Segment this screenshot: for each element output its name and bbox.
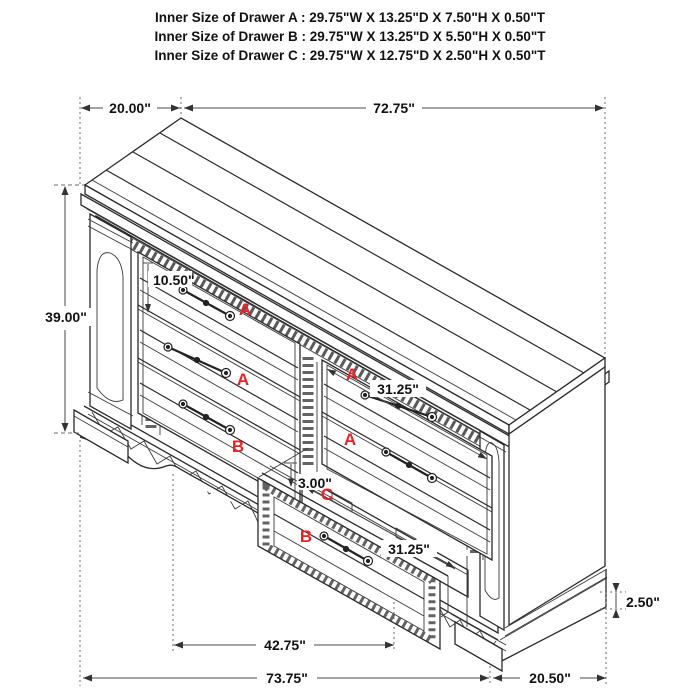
dim-overall-width: 73.75" [266, 670, 308, 686]
label-drawer-left-bottom: B [231, 437, 245, 456]
dim-base-depth: 20.50" [529, 670, 571, 686]
dim-overall-height: 39.00" [45, 309, 87, 325]
dim-slot-c-height: 3.00" [298, 475, 332, 491]
dim-top-width: 72.75" [373, 100, 415, 116]
label-drawer-left-top: A [238, 300, 252, 319]
dim-drawer-b-width: 31.25" [388, 541, 430, 557]
label-drawer-pulled-b: B [299, 527, 313, 546]
title-drawer-b: Inner Size of Drawer B : 29.75"W X 13.25"D X 5.50"H X 0.50"T [154, 29, 546, 44]
dim-drawer-a-opening: 10.50" [153, 272, 195, 288]
dim-drawer-extension: 42.75" [264, 637, 306, 653]
dim-base-height: 2.50" [626, 594, 660, 610]
title-drawer-a: Inner Size of Drawer A : 29.75"W X 13.25"D X 7.50"H X 0.50"T [154, 10, 546, 25]
title-block [154, 10, 546, 63]
label-drawer-right-middle: A [343, 430, 357, 449]
label-drawer-right-top: A [345, 365, 359, 384]
left-pilaster [88, 214, 133, 429]
title-drawer-c: Inner Size of Drawer C : 29.75"W X 12.75"D X 2.50"H X 0.50"T [154, 48, 546, 63]
label-drawer-slot-c: C [320, 485, 334, 504]
label-drawer-left-middle: A [236, 370, 250, 389]
dim-drawer-a-width: 31.25" [377, 381, 419, 397]
dim-top-depth: 20.00" [109, 100, 151, 116]
